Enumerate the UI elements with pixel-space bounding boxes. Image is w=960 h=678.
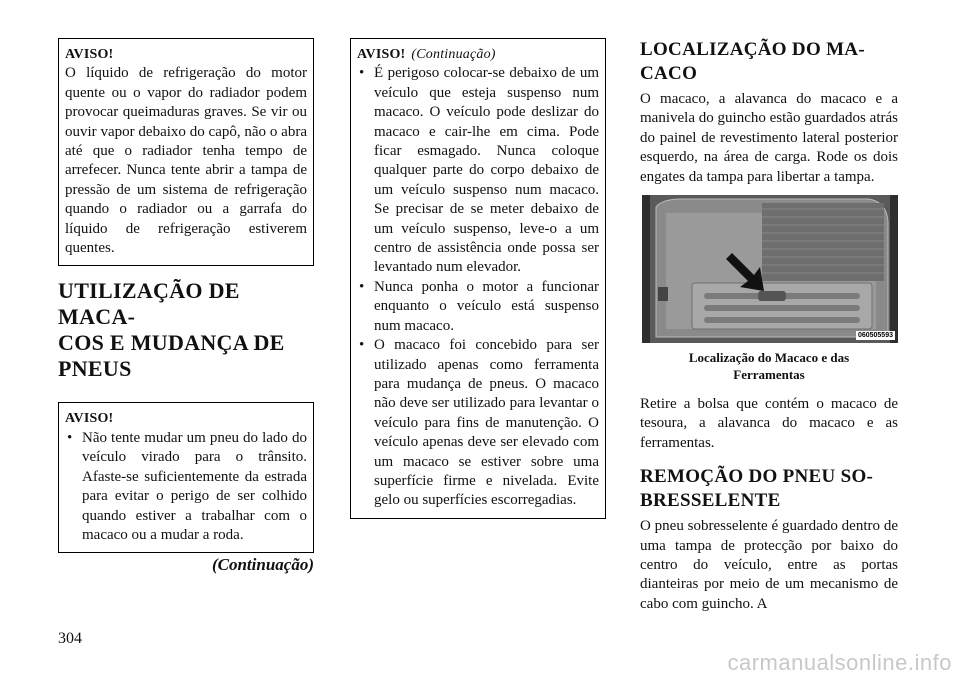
warning-list [357,64,599,510]
caption-line: Localização do Macaco e das [688,350,850,366]
figure-code: 060505593 [857,332,893,340]
warning-box-continued [350,38,606,519]
paragraph-spare-tire: O pneu sobresselente é guardado dentro de uma tampa de protecção por baixo do centro do veículo, entre as portas dianteiras por meio de um mecanismo de cabo com guincho. A [640,518,898,612]
column-right [640,38,898,614]
warning-list [65,429,307,545]
heading-line: COS E MUDANÇA DE [58,330,285,356]
column-left [58,38,314,575]
heading-line: PNEUS [58,356,132,382]
warning-item: • Nunca ponha o motor a funcionar enquanto o veículo está suspenso num macaco. [357,278,599,336]
warning-title [357,45,599,64]
column-middle [350,38,606,519]
paragraph-jack-location: O macaco, a alavanca do macaco e a manivela do guincho estão guardados atrás do painel de revestimento lateral posterior esquerdo, na área de carga. Rode os dois engates da tampa para libertar a tampa. [640,91,898,185]
heading-line: CACO [640,63,698,84]
heading-line: UTILIZAÇÃO DE MACA- [58,278,240,330]
warning-title-text: AVISO! [357,47,406,62]
warning-box-coolant [58,38,314,266]
warning-item: • É perigoso colocar-se debaixo de um veículo que esteja suspenso num macaco. O veículo pode deslizar do macaco e cair-lhe em cima. Pode ficar esmagado. Nunca coloque qualquer parte do corpo debaixo de um veículo suspenso num macaco. Se precisar de se meter debaixo de um veículo suspenso, leve-o a um centro de assistência onde possa ser levantado num elevador. [357,64,599,277]
heading-line: BRESSELENTE [640,490,781,512]
heading-line: REMOÇÃO DO PNEU SO- [640,466,874,488]
warning-title: AVISO! [65,47,114,62]
watermark: carmanualsonline.info [727,650,952,675]
warning-title: AVISO! [65,411,114,427]
warning-text: O líquido de refrigeração do motor quente ou o vapor do radiador podem provocar queimaduras graves. Se vir ou ouvir vapor debaixo do capô, não o abra até que o radiador tenha tempo de arrefecer. Nunca tente abrir a tampa de pressão de um sistema de refrigeração quando o radiador ou a garrafa do líquido de refrigeração estiverem quentes. [65,65,307,257]
warning-box-traffic [58,402,314,553]
section-heading-spare-removal [640,465,898,513]
figure-caption [640,349,898,383]
paragraph-remove-bag: Retire a bolsa que contém o macaco de tesoura, a alavanca do macaco e as ferramentas. [640,396,898,451]
caption-line: Ferramentas [733,367,805,383]
warning-item: • Não tente mudar um pneu do lado do veículo virado para o trânsito. Afaste-se suficientemente da estrada para evitar o perigo de ser colhido quando estiver a trabalhar com o macaco ou a mudar a roda. [65,429,307,545]
warning-subtitle: (Continuação) [411,47,496,62]
section-heading-jack-location [640,38,898,86]
page-number: 304 [58,630,82,647]
heading-line: LOCALIZAÇÃO DO MA- [640,39,865,60]
figure-illustration [642,195,898,343]
section-heading-jacking [58,278,314,382]
warning-item: • O macaco foi concebido para ser utilizado apenas como ferramenta para mudança de pneus. O macaco não deve ser utilizado para levantar o veículo para fins de manutenção. O veículo apenas deve ser elevado com um macaco se estiver sobre uma superfície firme e nivelada. Evite gelo ou superfícies escorregadias. [357,336,599,511]
figure-jack-location [642,195,898,343]
continued-label: (Continuação) [211,555,314,575]
